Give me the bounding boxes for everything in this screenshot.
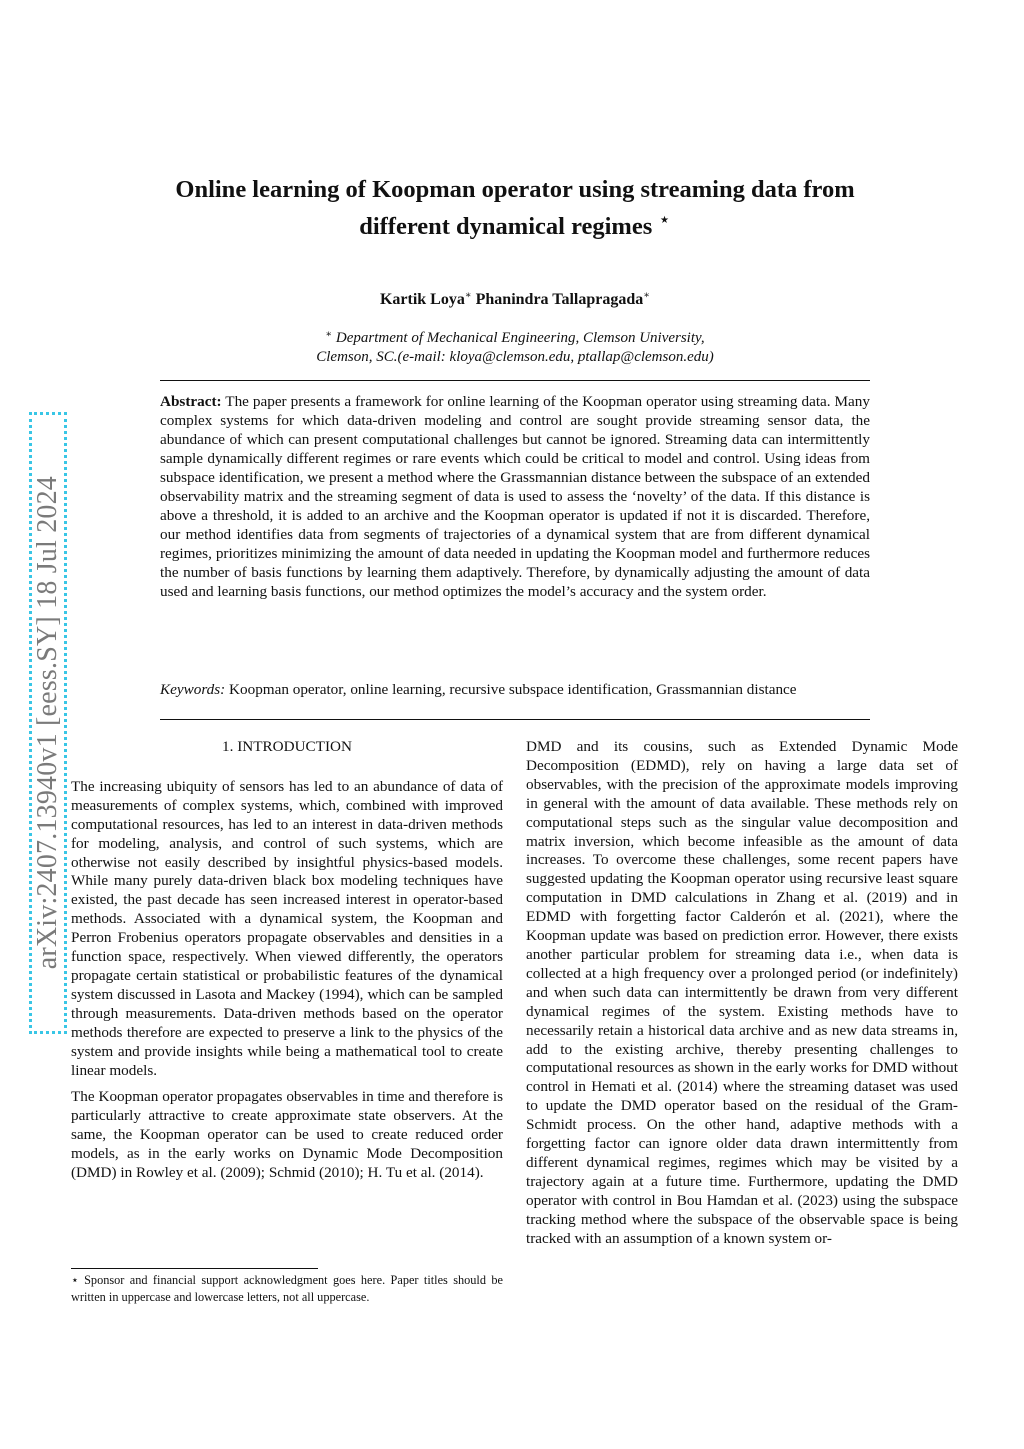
- footnote-text: Sponsor and financial support acknowledgment goes here. Paper titles should be written in uppercase and lowercase letters, not all uppercase.: [71, 1273, 503, 1304]
- affiliation-mark: ∗: [325, 329, 333, 340]
- abstract-label: Abstract:: [160, 393, 222, 410]
- footnote: [71, 1272, 503, 1305]
- left-column: [71, 738, 503, 1183]
- body-paragraph: The Koopman operator propagates observables in time and therefore is particularly attractive to create approximate state observers. At the same, the Koopman operator can be used to create reduced order models, as in the early works on Dynamic Mode Decomposition (DMD) in Rowley et al. (2009); Schmid (2010); H. Tu et al. (2014).: [71, 1088, 503, 1182]
- title-footnote-mark: ⋆: [658, 209, 671, 231]
- footnote-rule: [71, 1268, 318, 1269]
- keywords-text: Koopman operator, online learning, recursive subspace identification, Grassmannian distance: [229, 681, 797, 698]
- paper-title: [160, 174, 870, 242]
- affiliation-line-2: Clemson, SC.(e-mail: kloya@clemson.edu, ptallap@clemson.edu): [316, 349, 714, 365]
- author-name: Kartik Loya: [379, 291, 465, 308]
- keywords: [160, 680, 870, 699]
- affiliation-block: [160, 325, 870, 367]
- arxiv-identifier-text: arXiv:2407.13940v1 [eess.SY] 18 Jul 2024: [32, 476, 63, 970]
- author-affiliation-mark: ∗: [643, 290, 651, 301]
- section-heading: 1. INTRODUCTION: [222, 738, 352, 755]
- author-list: [160, 286, 870, 310]
- paper-title-text: Online learning of Koopman operator using streaming data from different dynamical regimes: [175, 176, 855, 240]
- author-affiliation-mark: ∗: [464, 290, 472, 301]
- author-name: Phanindra Tallapragada: [475, 291, 644, 308]
- body-paragraph: The increasing ubiquity of sensors has led to an abundance of data of measurements of complex systems, which, combined with improved computational resources, has led to an interest in data-driven methods for modeling, analysis, and control of such systems, which are otherwise not easily described by insightful physics-based models. While many purely data-driven black box modeling techniques have existed, the past decade has seen increased interest in operator-based methods. Associated with a dynamical system, the Koopman and Perron Frobenius operators propagate observables and densities in a function space, respectively. When viewed differently, the operators propagate certain statistical or probabilistic features of the dynamical system discussed in Lasota and Mackey (1994), which can be sampled through measurements. Data-driven methods based on the operator methods therefore are expected to preserve a link to the physics of the system and provide insights while being a mathematical tool to create linear models.: [71, 777, 503, 1079]
- body-paragraph: DMD and its cousins, such as Extended Dynamic Mode Decomposition (EDMD), rely on having a large data set of observables, with the precision of the approximate models improving in general with the amount of data available. These methods rely on computational steps such as the singular value decomposition and matrix inversion, which become infeasible as the amount of data increases. To overcome these challenges, some recent papers have suggested updating the Koopman operator using recursive least square computation in DMD calculations in Zhang et al. (2019) and in EDMD with forgetting factor Calderón et al. (2021), where the Koopman update was based on prediction error. However, there exists another particular problem for streaming data i.e., when data is collected at a high frequency over a prolonged period (or indefinitely) and when such data can intermittently be drawn from very different dynamical regimes of the system. Existing methods have to necessarily retain a historical data archive and as new data streams in, add to the existing archive, thereby presenting challenges to computational resources as shown in the early works for DMD without control in Hemati et al. (2014) where the streaming dataset was used to update the DMD operator based on the residual of the Gram-Schmidt process. On the other hand, adaptive methods with a forgetting factor can ignore older data drawn intermittently from different dynamical regimes, regimes which may be visited by a trajectory again at a future time. Furthermore, updating the DMD operator with control in Bou Hamdan et al. (2023) using the subspace tracking method where the subspace of the observable space is being tracked with an assumption of a known system or-: [526, 738, 958, 1247]
- abstract: [160, 392, 870, 601]
- keywords-label: Keywords:: [160, 681, 226, 698]
- abstract-top-rule: [160, 380, 870, 381]
- affiliation-line-1: Department of Mechanical Engineering, Clemson University,: [335, 330, 705, 346]
- arxiv-identifier-stamp: [29, 412, 67, 1034]
- keywords-bottom-rule: [160, 719, 870, 720]
- footnote-mark: ⋆: [71, 1273, 79, 1287]
- right-column: [526, 738, 958, 1248]
- abstract-text: The paper presents a framework for online learning of the Koopman operator using streaming data. Many complex systems for which data-driven modeling and control are sought provide streaming sensor data, the abundance of which can present computational challenges but cannot be ignored. Streaming data can intermittently sample dynamically different regimes or rare events which could be critical to model and control. Using ideas from subspace identification, we present a method where the Grassmannian distance between the subspace of an extended observability matrix and the streaming segment of data is used to assess the ‘novelty’ of the data. If this distance is above a threshold, it is added to an archive and the Koopman operator is updated if not it is discarded. Therefore, our method identifies data from segments of trajectories of a dynamical system that are from different dynamical regimes, prioritizes minimizing the amount of data needed in updating the Koopman model and furthermore reduces the number of basis functions by learning them adaptively. Therefore, by dynamically adjusting the amount of data used and learning basis functions, our method optimizes the model’s accuracy and the system order.: [160, 393, 870, 600]
